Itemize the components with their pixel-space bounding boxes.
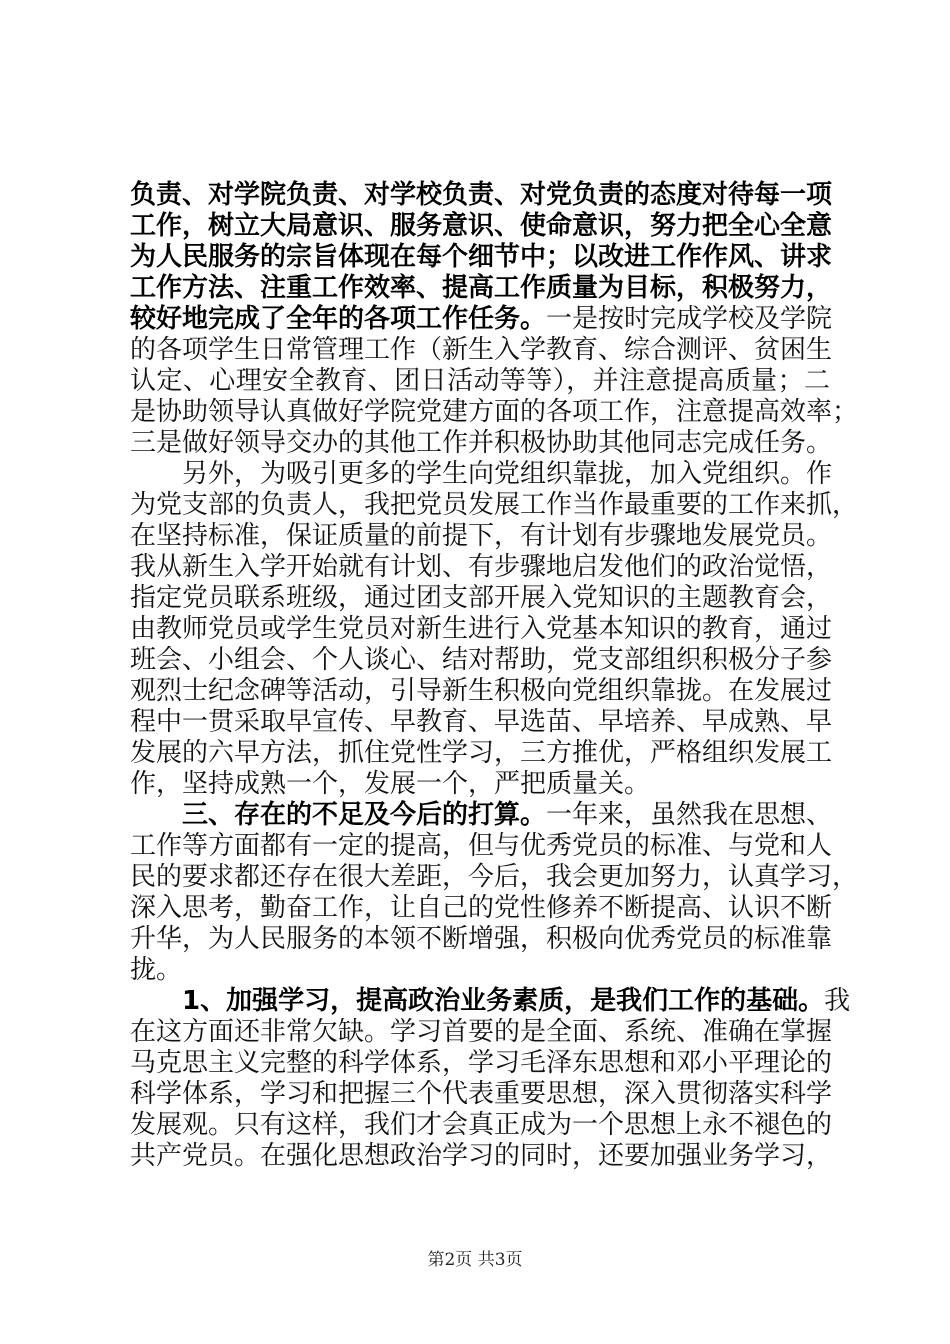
text-line	[130, 643, 833, 677]
text-line	[182, 798, 833, 832]
text-span: 升华，为人民服务的本领不断增强，积极向优秀党员的标准靠	[130, 924, 833, 954]
text-line	[182, 457, 833, 491]
text-span: 我	[824, 986, 851, 1016]
text-line	[130, 860, 859, 894]
text-line	[130, 736, 833, 770]
text-span: 指定党员联系班级，通过团支部开展入党知识的主题教育会，	[130, 583, 833, 613]
text-span: 另外，为吸引更多的学生向党组织靠拢，加入党组织。作	[182, 459, 833, 489]
text-line	[130, 488, 859, 522]
text-line	[130, 1077, 833, 1111]
text-span: 工作等方面都有一定的提高，但与优秀党员的标准、与党和人	[130, 831, 833, 861]
text-span: 我从新生入学开始就有计划、有步骤地启发他们的政治觉悟，	[130, 552, 833, 582]
text-line	[130, 364, 830, 398]
bold-text-span: 工作，树立大局意识、服务意识、使命意识，努力把全心全意	[130, 211, 833, 241]
text-span: 在这方面还非常欠缺。学习首要的是全面、系统、准确在掌握	[130, 1017, 833, 1047]
text-span: 民的要求都还存在很大差距，今后，我会更加努力，认真学习，	[130, 862, 859, 892]
text-span: 为党支部的负责人，我把党员发展工作当作最重要的工作来抓，	[130, 490, 859, 520]
text-span: 作，坚持成熟一个，发展一个，严把质量关。	[130, 769, 651, 799]
text-span: 发展观。只有这样，我们才会真正成为一个思想上永不褪色的	[130, 1110, 833, 1140]
text-line	[130, 178, 833, 212]
text-line	[130, 550, 833, 584]
text-span: 班会、小组会、个人谈心、结对帮助，党支部组织积极分子参	[130, 645, 833, 675]
text-span: 是协助领导认真做好学院党建方面的各项工作，注意提高效率；	[130, 397, 859, 427]
text-line	[130, 209, 833, 243]
text-line	[130, 1108, 833, 1142]
text-line	[130, 891, 833, 925]
text-line	[130, 333, 833, 367]
text-line	[130, 705, 833, 739]
text-line	[182, 984, 851, 1018]
text-line	[130, 1139, 833, 1173]
text-line	[130, 240, 833, 274]
text-line	[130, 426, 833, 460]
text-span: 三是做好领导交办的其他工作并积极协助其他同志完成任务。	[130, 428, 833, 458]
text-span: 共产党员。在强化思想政治学习的同时，还要加强业务学习，	[130, 1141, 833, 1171]
bold-text-span: 负责、对学院负责、对学校负责、对党负责的态度对待每一项	[130, 180, 833, 210]
page-footer: 第2页 共3页	[427, 1250, 523, 1270]
bold-text-span: 三、存在的不足及今后的打算。	[182, 800, 547, 830]
text-span: 马克思主义完整的科学体系，学习毛泽东思想和邓小平理论的	[130, 1048, 833, 1078]
bold-text-span: 较好地完成了全年的各项工作任务。	[130, 304, 547, 334]
text-line	[130, 1046, 833, 1080]
text-span: 的各项学生日常管理工作（新生入学教育、综合测评、贫困生	[130, 335, 833, 365]
text-span: 程中一贯采取早宣传、早教育、早选苗、早培养、早成熟、早	[130, 707, 833, 737]
text-line	[130, 1015, 833, 1049]
text-span: 一是按时完成学校及学院	[546, 304, 833, 334]
text-span: 深入思考，勤奋工作，让自己的党性修养不断提高、认识不断	[130, 893, 833, 923]
text-span: 认定、心理安全教育、团日活动等等），并注意提高质量；二	[130, 366, 830, 396]
text-line	[130, 302, 833, 336]
text-line	[130, 953, 830, 987]
text-span: 由教师党员或学生党员对新生进行入党基本知识的教育，通过	[130, 614, 833, 644]
text-line	[130, 612, 833, 646]
bold-text-span: 为人民服务的宗旨体现在每个细节中；以改进工作作风、讲求	[130, 242, 833, 272]
text-line	[130, 922, 833, 956]
text-line	[130, 767, 830, 801]
text-line	[130, 829, 833, 863]
text-line	[130, 674, 833, 708]
bold-text-span: 工作方法、注重工作效率、提高工作质量为目标，积极努力，	[130, 273, 833, 303]
text-span: 发展的六早方法，抓住党性学习，三方推优，严格组织发展工	[130, 738, 833, 768]
text-span: 观烈士纪念碑等活动，引导新生积极向党组织靠拢。在发展过	[130, 676, 833, 706]
text-span: 科学体系，学习和把握三个代表重要思想，深入贯彻落实科学	[130, 1079, 833, 1109]
text-line	[130, 519, 833, 553]
text-line	[130, 581, 833, 615]
text-line	[130, 271, 833, 305]
text-span: 拢。	[130, 955, 183, 985]
text-span: 在坚持标准，保证质量的前提下，有计划有步骤地发展党员。	[130, 521, 833, 551]
text-span: 一年来，虽然我在思想、	[546, 800, 833, 830]
bold-text-span: 1、加强学习，提高政治业务素质，是我们工作的基础。	[182, 986, 825, 1016]
text-line	[130, 395, 859, 429]
